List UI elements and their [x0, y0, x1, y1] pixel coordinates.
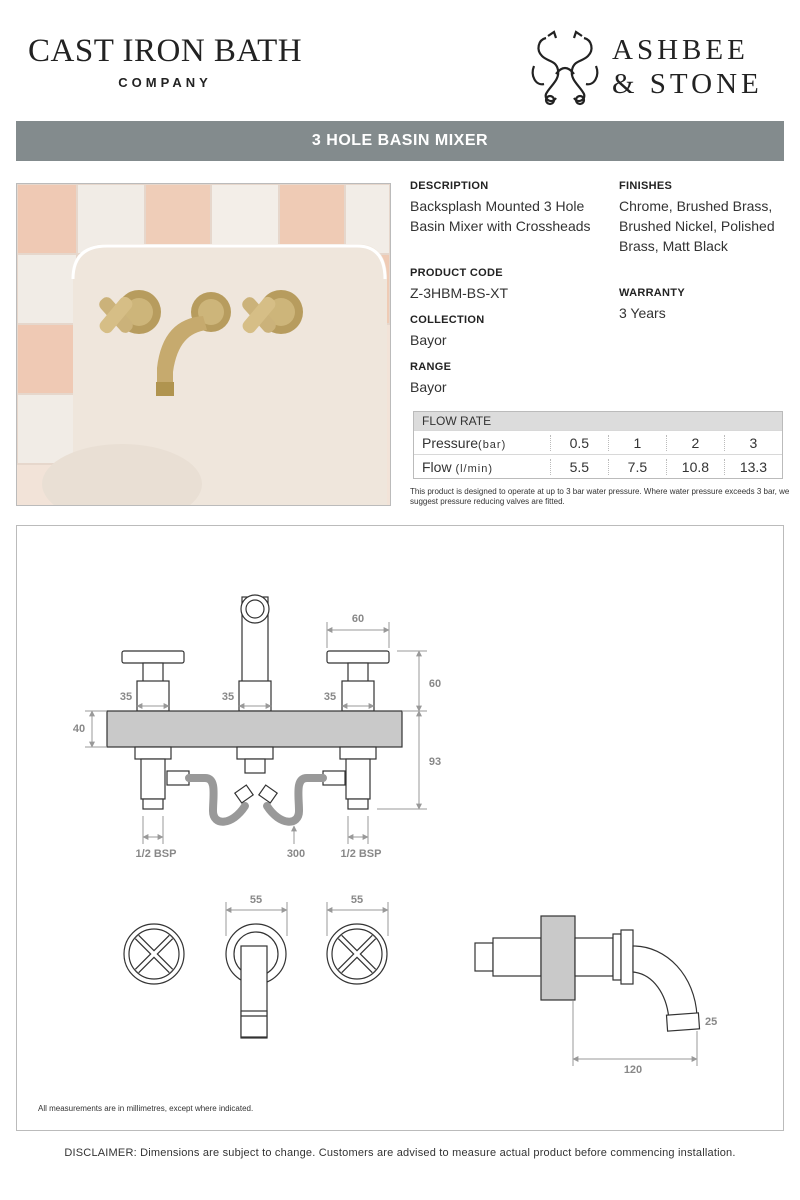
dim-spout-center: 35: [221, 691, 235, 703]
flow-cell: 13.3: [724, 459, 782, 475]
seahorse-logo-icon: [526, 30, 604, 106]
flow-row-label: [414, 459, 550, 475]
technical-drawing: [16, 525, 784, 1131]
dim-handle-left: 35: [119, 691, 133, 703]
pressure-label: Pressure: [422, 434, 479, 451]
dim-side-projection: 120: [623, 1064, 643, 1076]
range-value: Bayor: [410, 379, 447, 395]
flow-rate-note: This product is designed to operate at up to 3 bar water pressure. Where water pressure exceeds 3 bar, we suggest pressure reducing valves are fitted.: [410, 487, 790, 506]
flow-rate-heading: FLOW RATE: [414, 412, 782, 430]
brand-right-line2: & STONE: [612, 68, 763, 100]
dim-top-width: 60: [351, 613, 365, 625]
dim-height-lower: 93: [428, 756, 442, 768]
dim-side-spout: 25: [705, 1016, 718, 1028]
product-title: 3 HOLE BASIN MIXER: [16, 121, 784, 161]
flow-cell: 10.8: [666, 459, 724, 475]
finishes-value: Chrome, Brushed Brass, Brushed Nickel, Polished Brass, Matt Black: [619, 198, 775, 254]
brand-subtitle: COMPANY: [118, 75, 212, 90]
dim-hose-length: 300: [286, 848, 306, 860]
pressure-row-label: [414, 435, 550, 451]
product-photo: [16, 183, 391, 506]
flow-rate-table: [413, 411, 783, 479]
flow-unit: (l/min): [455, 462, 494, 475]
pressure-cell: 2: [666, 435, 724, 451]
flow-row: [414, 454, 782, 478]
description-block: [410, 179, 600, 236]
product-code-block: [410, 266, 600, 303]
finishes-label: FINISHES: [619, 180, 673, 192]
dim-height-upper: 60: [428, 678, 442, 690]
dim-handle-right: 35: [323, 691, 337, 703]
brand-right-line1: ASHBEE: [612, 34, 749, 66]
finishes-block: [619, 179, 787, 256]
dim-bsp-right: 1/2 BSP: [340, 848, 382, 860]
dim-front-spout: 55: [249, 894, 263, 906]
dim-front-handle: 55: [350, 894, 364, 906]
pressure-cell: 1: [608, 435, 666, 451]
description-label: DESCRIPTION: [410, 180, 489, 192]
flow-cell: 5.5: [550, 459, 608, 475]
pressure-row: [414, 430, 782, 454]
product-code-value: Z-3HBM-BS-XT: [410, 285, 508, 301]
technical-drawing-svg: [17, 526, 783, 1130]
collection-label: COLLECTION: [410, 314, 485, 326]
pressure-cell: 0.5: [550, 435, 608, 451]
description-value: Backsplash Mounted 3 Hole Basin Mixer with Crossheads: [410, 198, 591, 234]
collection-value: Bayor: [410, 332, 447, 348]
dim-plate-thickness: 40: [72, 723, 86, 735]
range-block: [410, 360, 600, 397]
disclaimer: DISCLAIMER: Dimensions are subject to change. Customers are advised to measure actual product before commencing installation.: [64, 1147, 736, 1159]
measurement-note: All measurements are in millimetres, except where indicated.: [38, 1104, 254, 1113]
warranty-value: 3 Years: [619, 305, 666, 321]
warranty-block: [619, 286, 787, 323]
collection-block: [410, 313, 600, 350]
flow-label: Flow: [422, 458, 452, 475]
pressure-unit: (bar): [478, 438, 507, 451]
flow-cell: 7.5: [608, 459, 666, 475]
product-code-label: PRODUCT CODE: [410, 267, 503, 279]
range-label: RANGE: [410, 361, 452, 373]
warranty-label: WARRANTY: [619, 287, 685, 299]
brand-name: CAST IRON BATH: [28, 33, 303, 69]
ashbee-stone-logo: [526, 30, 776, 106]
dim-bsp-left: 1/2 BSP: [135, 848, 177, 860]
pressure-cell: 3: [724, 435, 782, 451]
cast-iron-bath-logo: [28, 33, 302, 90]
